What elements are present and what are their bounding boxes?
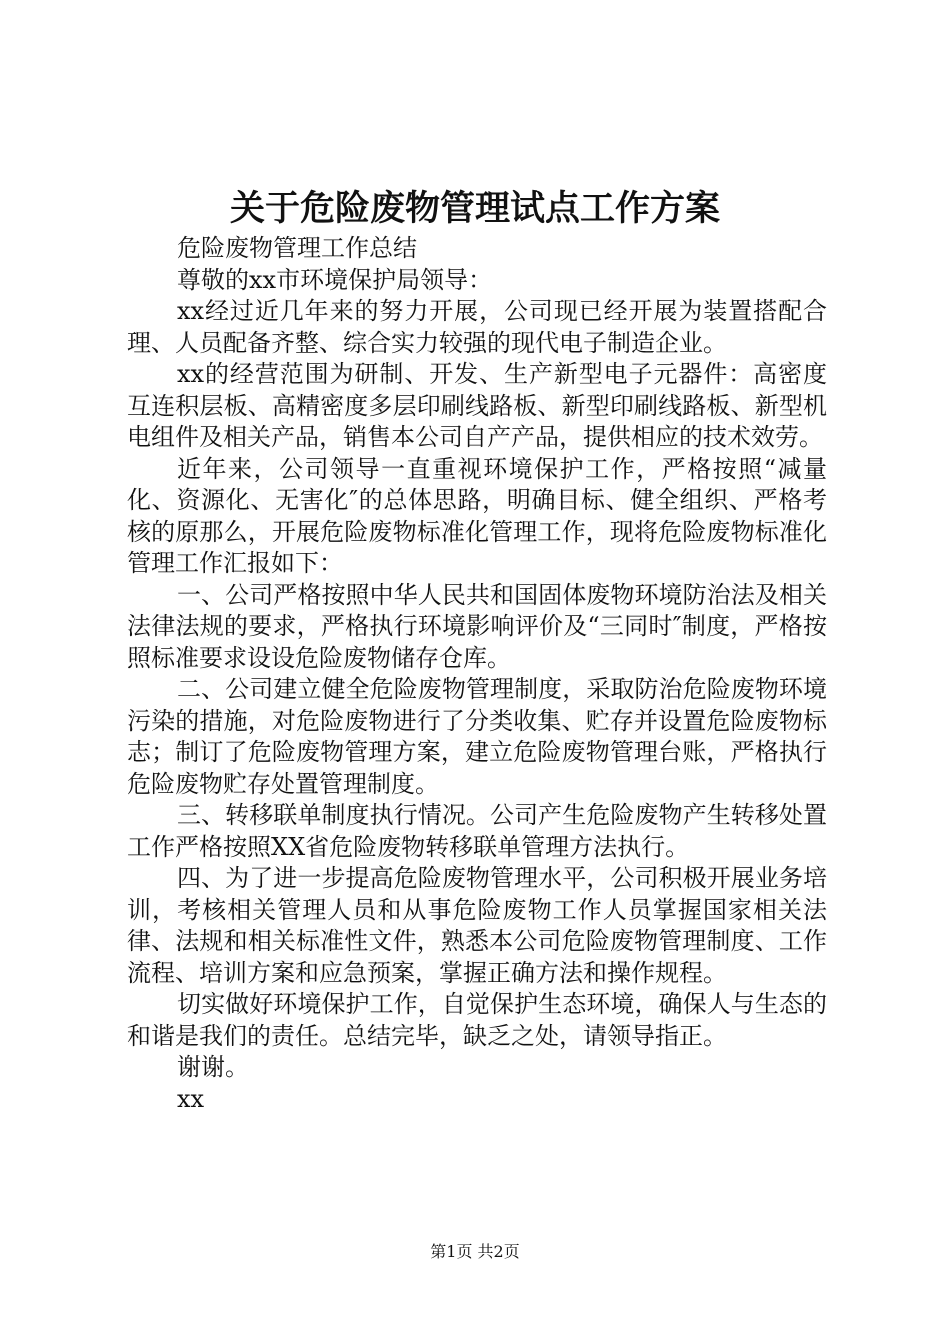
document-body	[127, 233, 827, 1115]
paragraph-item-two: 二、公司建立健全危险废物管理制度，采取防治危险废物环境污染的措施，对危险废物进行了分类收集、贮存并设置危险废物标志；制订了危险废物管理方案，建立危险废物管理台账，严格执行危险废物贮存处置管理制度。	[127, 675, 827, 798]
page-number-footer: 第1页 共2页	[430, 1242, 520, 1261]
paragraph-conclusion: 切实做好环境保护工作，自觉保护生态环境，确保人与生态的和谐是我们的责任。总结完毕，缺乏之处，请领导指正。	[127, 990, 827, 1050]
paragraph-recent-years: 近年来，公司领导一直重视环境保护工作，严格按照“减量化、资源化、无害化″的总体思路，明确目标、健全组织、严格考核的原那么，开展危险废物标准化管理工作，现将危险废物标准化管理工作汇报如下：	[127, 454, 827, 577]
paragraph-business-scope: xx的经营范围为研制、开发、生产新型电子元器件：高密度互连积层板、高精密度多层印刷线路板、新型印刷线路板、新型机电组件及相关产品，销售本公司自产产品，提供相应的技术效劳。	[127, 360, 827, 451]
paragraph-subtitle: 危险废物管理工作总结	[177, 234, 417, 262]
paragraph-thanks: 谢谢。	[177, 1053, 249, 1081]
paragraph-company-overview: xx经过近几年来的努力开展，公司现已经开展为装置搭配合理、人员配备齐整、综合实力较强的现代电子制造企业。	[127, 297, 827, 357]
paragraph-item-three: 三、转移联单制度执行情况。公司产生危险废物产生转移处置工作严格按照XX省危险废物转移联单管理方法执行。	[127, 801, 827, 861]
paragraph-item-four: 四、为了进一步提高危险废物管理水平，公司积极开展业务培训，考核相关管理人员和从事危险废物工作人员掌握国家相关法律、法规和相关标准性文件，熟悉本公司危险废物管理制度、工作流程、培训方案和应急预案，掌握正确方法和操作规程。	[127, 864, 827, 987]
paragraph-salutation: 尊敬的xx市环境保护局领导：	[177, 265, 493, 294]
document-title: 关于危险废物管理试点工作方案	[229, 188, 720, 229]
paragraph-item-one: 一、公司严格按照中华人民共和国固体废物环境防治法及相关法律法规的要求，严格执行环境影响评价及“三同时″制度，严格按照标准要求设设危险废物储存仓库。	[127, 580, 827, 672]
paragraph-signature: xx	[177, 1084, 205, 1113]
